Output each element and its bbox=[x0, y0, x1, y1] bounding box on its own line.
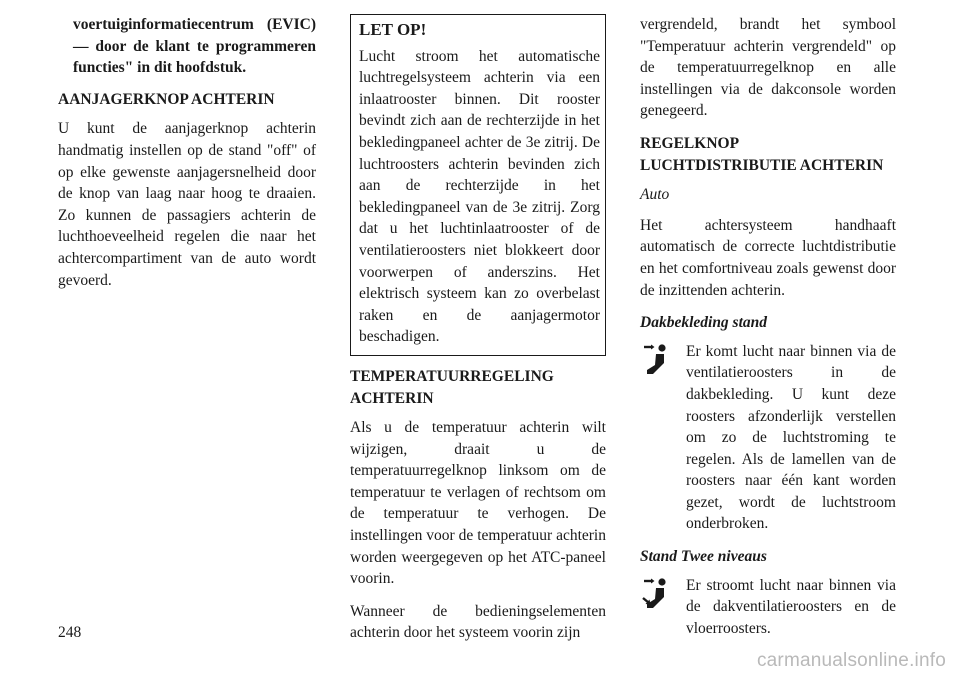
mode-label-bilevel: Stand Twee niveaus bbox=[640, 548, 767, 566]
paragraph-rear-lockout: Wanneer de bedieningselementen achterin door het systeem voorin zijn bbox=[350, 602, 606, 642]
left-column bbox=[58, 14, 316, 302]
paragraph-auto: Het achtersysteem handhaaft automatisch de correcte luchtdistributie en het comfortniveau zoals gewenst door de inzittenden achterin. bbox=[640, 216, 896, 299]
paragraph-overhead: Er komt lucht naar binnen via de ventilatieroosters in de dakbekleding. U kunt deze roosters afzonderlijk verstellen om zo de luchtstroming te regelen. Als de lamellen van de roosters naar één kant worden gezet, wordt de luchtstroom onderbroken. bbox=[686, 342, 896, 533]
watermark: carmanualsonline.info bbox=[756, 650, 946, 671]
mode-label-overhead: Dakbekleding stand bbox=[640, 314, 768, 332]
mode-block-overhead bbox=[640, 341, 896, 535]
middle-column bbox=[350, 14, 606, 655]
warning-box bbox=[350, 14, 606, 356]
continued-text: vergrendeld, brandt het symbool "Temperatuur achterin vergrendeld" op de temperatuurregelknop en alle instellingen via de dakconsole worden genegeerd. bbox=[640, 16, 896, 120]
bilevel-vent-icon bbox=[642, 577, 670, 611]
section-heading-rear-temperature: TEMPERATUURREGELING ACHTERIN bbox=[350, 367, 554, 407]
mode-block-bilevel bbox=[640, 575, 896, 640]
continued-text: voertuiginformatiecentrum (EVIC) — door de klant te programmeren functies" in dit hoofdstuk. bbox=[73, 16, 316, 77]
page-number: 248 bbox=[58, 624, 82, 641]
warning-title: LET OP! bbox=[359, 20, 427, 39]
section-heading-rear-mode: REGELKNOP LUCHTDISTRIBUTIE ACHTERIN bbox=[640, 134, 884, 174]
right-column bbox=[640, 14, 896, 650]
mode-label-auto: Auto bbox=[640, 186, 670, 204]
paragraph-rear-temperature: Als u de temperatuur achterin wilt wijzigen, draait u de temperatuurregelknop linksom om de temperatuur te verlagen of rechtsom om de temperatuur te verhogen. De instellingen voor de temperatuur achterin worden weergegeven op het ATC-paneel voorin. bbox=[350, 419, 606, 588]
warning-text: Lucht stroom het automatische luchtregelsysteem achterin via een inlaatrooster binnen. Dit rooster bevindt zich aan de rechterzijde in het bekledingpaneel achter de 3e zitrij. De luchtroosters achterin bevinden zich aan de rechterzijde in het bekledingpaneel van de 3e zitrij. Zorg dat u het luchtinlaatrooster of de ventilatieroosters niet blokkeert door voorwerpen of anderszins. Het elektrisch systeem kan zo overbelast raken en de aanjagermotor beschadigen. bbox=[359, 47, 600, 346]
paragraph-bilevel: Er stroomt lucht naar binnen via de dakventilatieroosters en de vloerroosters. bbox=[686, 576, 896, 637]
paragraph-rear-blower: U kunt de aanjagerknop achterin handmatig instellen op de stand "off" of op elke gewenste aanjagersnelheid door de knop van laag naar hoog te draaien. Zo kunnen de passagiers achterin de luchthoeveelheid regelen die naar het achtercompartiment van de auto wordt gevoerd. bbox=[58, 120, 316, 289]
section-heading-rear-blower: AANJAGERKNOP ACHTERIN bbox=[58, 90, 275, 108]
overhead-vent-icon bbox=[642, 343, 670, 377]
